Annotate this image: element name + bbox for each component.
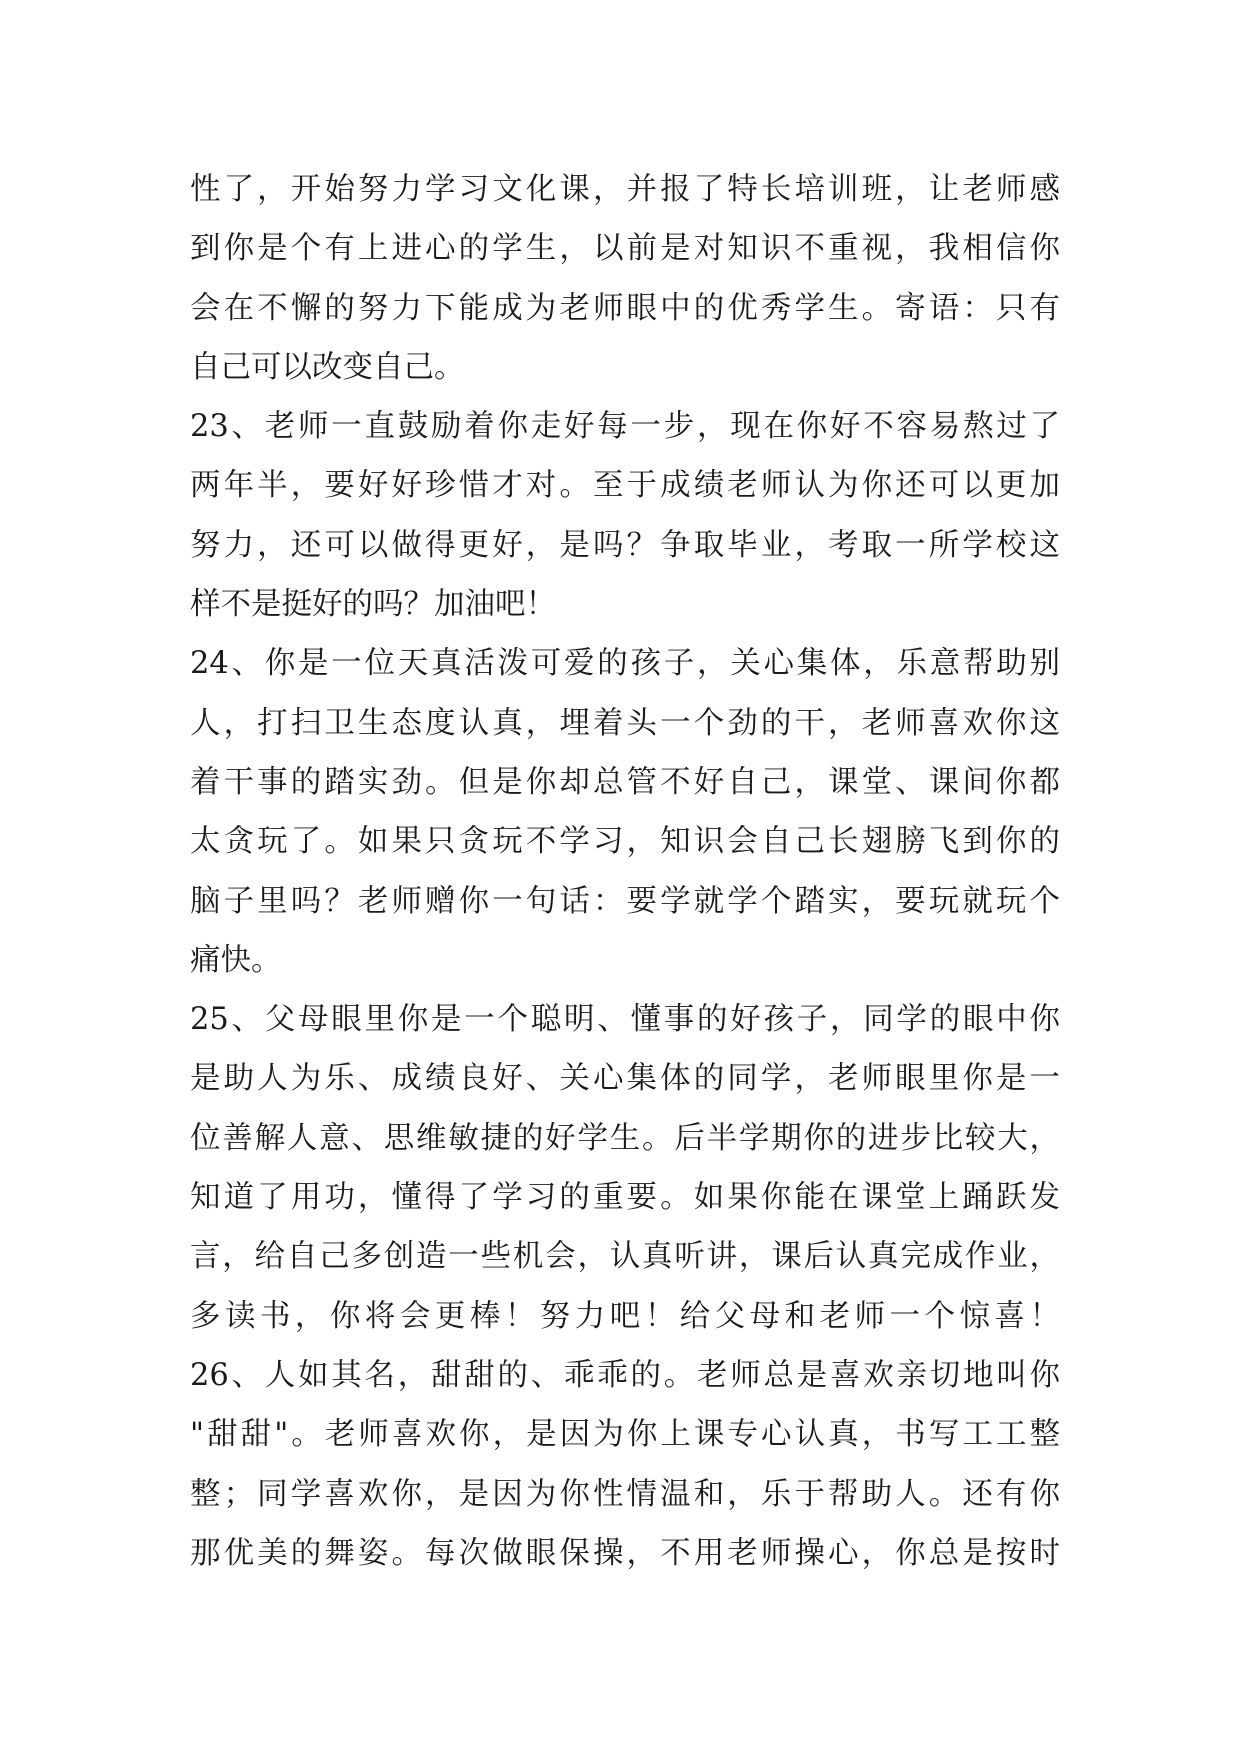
text-line: 位善解人意、思维敏捷的好学生。后半学期你的进步比较大， bbox=[190, 1120, 1060, 1156]
body-text bbox=[190, 160, 1060, 1583]
text-line: 知道了用功，懂得了学习的重要。如果你能在课堂上踊跃发 bbox=[190, 1180, 1060, 1216]
text-line: 努力，还可以做得更好，是吗？争取毕业，考取一所学校这 bbox=[190, 527, 1060, 563]
text-line: 太贪玩了。如果只贪玩不学习，知识会自己长翅膀飞到你的 bbox=[190, 824, 1060, 860]
text-line: "甜甜"。老师喜欢你，是因为你上课专心认真，书写工工整 bbox=[190, 1417, 1060, 1453]
text-line: 着干事的踏实劲。但是你却总管不好自己，课堂、课间你都 bbox=[190, 764, 1060, 800]
text-line: 脑子里吗？老师赠你一句话：要学就学个踏实，要玩就玩个 bbox=[190, 883, 1060, 919]
text-line: 24、你是一位天真活泼可爱的孩子，关心集体，乐意帮助别 bbox=[190, 646, 1060, 682]
text-line: 人，打扫卫生态度认真，埋着头一个劲的干，老师喜欢你这 bbox=[190, 705, 1060, 741]
text-line: 25、父母眼里你是一个聪明、懂事的好孩子，同学的眼中你 bbox=[190, 1002, 1060, 1038]
text-line: 言，给自己多创造一些机会，认真听讲，课后认真完成作业， bbox=[190, 1239, 1060, 1275]
text-line: 性了，开始努力学习文化课，并报了特长培训班，让老师感 bbox=[190, 172, 1060, 207]
text-line: 到你是个有上进心的学生，以前是对知识不重视，我相信你 bbox=[190, 231, 1060, 267]
text-line: 两年半，要好好珍惜才对。至于成绩老师认为你还可以更加 bbox=[190, 468, 1060, 504]
text-line: 痛快。 bbox=[190, 942, 282, 978]
text-line: 是助人为乐、成绩良好、关心集体的同学，老师眼里你是一 bbox=[190, 1061, 1060, 1097]
text-line: 23、老师一直鼓励着你走好每一步，现在你好不容易熬过了 bbox=[190, 409, 1060, 445]
text-line: 会在不懈的努力下能成为老师眼中的优秀学生。寄语：只有 bbox=[190, 290, 1060, 326]
text-line: 自己可以改变自己。 bbox=[190, 349, 465, 385]
text-line: 那优美的舞姿。每次做眼保操，不用老师操心，你总是按时 bbox=[190, 1535, 1060, 1571]
text-line: 多读书，你将会更棒！努力吧！给父母和老师一个惊喜！ bbox=[190, 1298, 1060, 1334]
text-line: 26、人如其名，甜甜的、乖乖的。老师总是喜欢亲切地叫你 bbox=[190, 1357, 1060, 1393]
text-line: 样不是挺好的吗？加油吧！ bbox=[190, 587, 556, 623]
text-line: 整；同学喜欢你，是因为你性情温和，乐于帮助人。还有你 bbox=[190, 1476, 1060, 1512]
